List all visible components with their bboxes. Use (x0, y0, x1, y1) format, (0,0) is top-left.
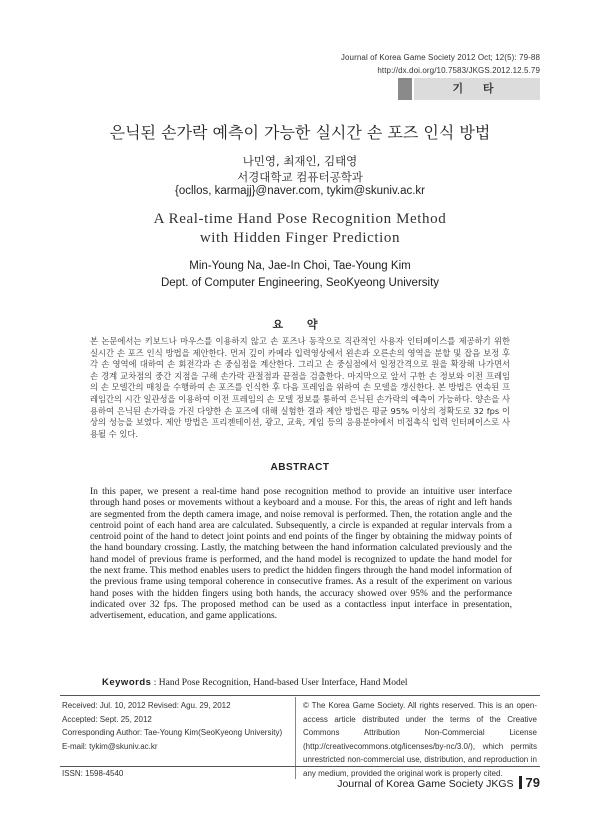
article-info (62, 699, 287, 781)
received-dates: Received: Jul. 10, 2012 Revised: Agu. 29, 2012 (62, 701, 231, 710)
footer-journal: Journal of Korea Game Society JKGS (337, 778, 514, 790)
abstract-korean-heading: 요 약 (272, 318, 328, 331)
category-label: 기 타 (452, 82, 502, 95)
corresponding-email: E-mail: tykim@skuniv.ac.kr (62, 741, 158, 751)
authors-english: Min-Young Na, Jae-In Choi, Tae-Young Kim (189, 260, 411, 272)
journal-citation: Journal of Korea Game Society 2012 Oct; 12(5): 79-88 (340, 53, 540, 62)
affiliation-english: Dept. of Computer Engineering, SeoKyeong University (160, 277, 440, 289)
info-top-rule (60, 695, 540, 696)
doi-link[interactable]: http://dx.doi.org/10.7583/JKGS.2012.12.5.79 (377, 66, 540, 75)
keywords-label: Keywords (102, 677, 152, 688)
corresponding-author: Corresponding Author: Tae-Young Kim(SeoKyeong University) (62, 728, 283, 737)
accepted-date: Accepted: Sept. 25, 2012 (62, 714, 152, 724)
page-footer (337, 775, 540, 790)
abstract-english-body: In this paper, we present a real-time hand pose recognition method to provide an intuitive user interface through hand poses or movements without a keyboard and a mouse. For this, the areas of right and left hands are segmented from the depth camera image, and noise removal is performed. Then, the rotation angle and the centroid point of each hand area are calculated. Subsequently, a circle is expanded at regular intervals from a centroid point of the hand to detect joint points and end points of the finger by obtaining the midway points of the hand boundary crossing. Lastly, the matching between the hand information calculated previously and the hand model of previous frame is performed, and the hand model is recognized to update the hand model for the next frame. This method enables users to predict the hidden fingers through the hand model information of the previous frame using temporal coherence in consecutive frames. As a result of the experiment on various hand poses with the hidden fingers using both hands, the accuracy showed over 95% and the performance indicated over 32 fps. The proposed method can be used as a contactless input interface in presentation, advertisement, education, and game applications. (90, 487, 512, 622)
page-number: 79 (525, 775, 540, 790)
abstract-english-heading: ABSTRACT (270, 462, 330, 473)
title-en-line2: with Hidden Finger Prediction (199, 230, 401, 246)
abstract-korean-body: 본 논문에서는 키보드나 마우스를 이용하지 않고 손 포즈나 동작으로 직관적인 사용자 인터페이스를 제공하기 위한 실시간 손 포즈 인식 방법을 제안한다. 먼저 깊이 카메라 입력영상에서 왼손과 오른손의 영역을 분할 및 잡음 보정 후 각 손 영역에 대하여 손 회전각과 손 중심점을 계산한다. 그리고 손 중심점에서 일정간격으로 원을 확장해 나가면서 손 경계 교차점의 중간 지점을 구해 손가락 관절점과 끝점을 검출한다. 마지막으로 앞서 구한 손 정보와 이전 프레임의 손 모델간의 매칭을 수행하여 손 포즈를 인식한 후 다음 프레임을 위하여 손 모델을 갱신한다. 본 방법은 연속된 프레임간의 시간 일관성을 이용하여 이전 프레임의 손 모델 정보를 통하여 은닉된 손가락의 예측이 가능하다. 양손을 사용하여 은닉된 손가락을 가진 다양한 손 포즈에 대해 실험한 결과 제안 방법은 평균 95% 이상의 정확도로 32 fps 이상의 성능을 보였다. 제안 방법은 프리젠테이션, 광고, 교육, 게임 등의 응용분야에서 비접촉식 입력 인터페이스로 사용될 수 있다. (90, 336, 510, 439)
copyright-notice: © The Korea Game Society. All rights reserved. This is an open-access article distributed under the terms of the Creative Commons Attribution Non-Commercial License (http://creativecommons.otg/licenses/by-nc/3.0/), which permits unrestricted non-commercial use, distribution, and reproduction in any medium, provided the original work is properly cited. (303, 701, 537, 778)
author-emails: {ocllos, karmajj}@naver.com, tykim@skuniv.ac.kr (174, 185, 425, 197)
issn: ISSN: 1598-4540 (62, 769, 124, 778)
paper-title-english (0, 210, 600, 248)
keywords (102, 677, 408, 688)
paper-title-korean: 은닉된 손가락 예측이 가능한 실시간 손 포즈 인식 방법 (109, 123, 491, 142)
keywords-list: : Hand Pose Recognition, Hand-based User Interface, Hand Model (153, 678, 408, 688)
footer-rule (60, 766, 540, 767)
footer-separator (519, 776, 522, 789)
authors-korean: 나민영, 최재인, 김태영 (242, 154, 358, 168)
title-en-line1: A Real-time Hand Pose Recognition Method (153, 211, 447, 227)
affiliation-korean: 서경대학교 컴퓨터공학과 (237, 170, 363, 184)
category-marker (398, 78, 412, 100)
